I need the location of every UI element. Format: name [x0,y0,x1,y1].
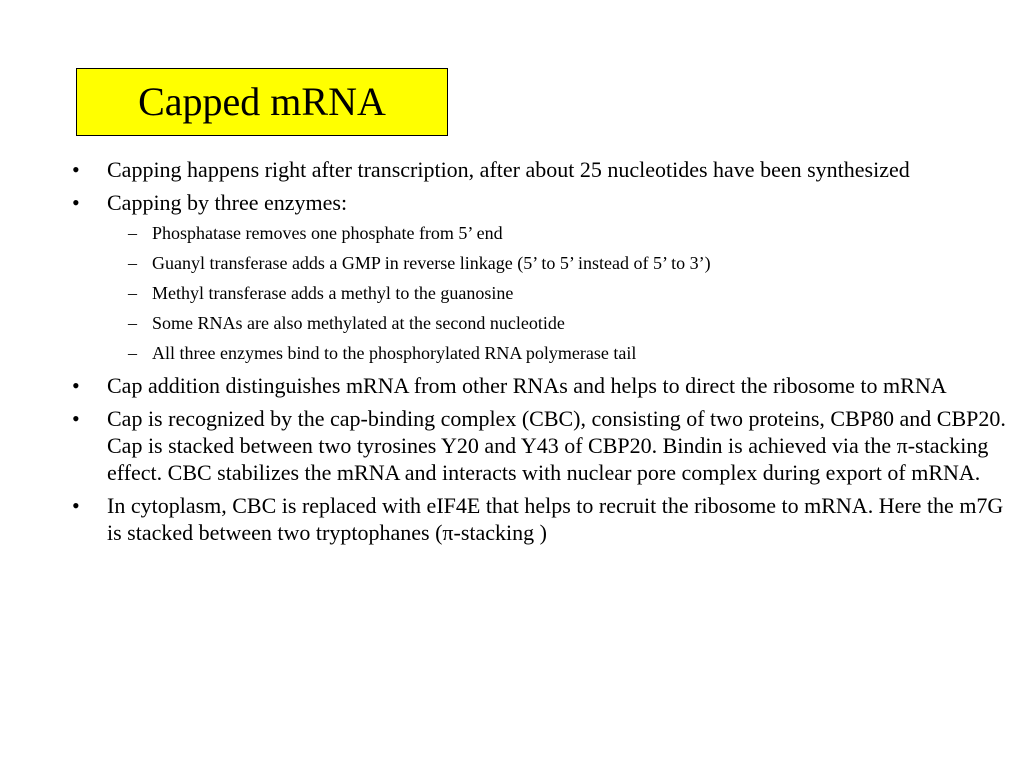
sub-item [0,312,1024,334]
sub-item [0,282,1024,304]
slide-content [0,156,1024,552]
bullet-item [0,405,1024,486]
bullet-text: Capping by three enzymes: [107,190,348,215]
sub-marker: – [128,343,137,363]
sub-marker: – [128,283,137,303]
sub-item [0,342,1024,364]
bullet-text: Cap is recognized by the cap-binding complex (CBC), consisting of two proteins, CBP80 and CBP20. Cap is stacked between two tyrosines Y20 and Y43 of CBP20. Bindin is achieved via the π-stacking effect. CBC stabilizes the mRNA and interacts with nuclear pore complex during export of mRNA. [107,406,1006,485]
sub-text: Some RNAs are also methylated at the second nucleotide [152,313,565,333]
sub-text: Phosphatase removes one phosphate from 5’ end [152,223,503,243]
sub-item [0,222,1024,244]
sub-text: Methyl transferase adds a methyl to the guanosine [152,283,514,303]
bullet-marker: • [72,406,80,431]
bullet-marker: • [72,373,80,398]
bullet-text: In cytoplasm, CBC is replaced with eIF4E that helps to recruit the ribosome to mRNA. Here the m7G is stacked between two tryptophanes (π-stacking ) [107,493,1004,545]
bullet-marker: • [72,190,80,215]
bullet-marker: • [72,157,80,182]
bullet-marker: • [72,493,80,518]
sub-marker: – [128,313,137,333]
bullet-item [0,492,1024,546]
sub-item [0,252,1024,274]
slide-title: Capped mRNA [138,79,386,124]
sub-text: All three enzymes bind to the phosphorylated RNA polymerase tail [152,343,637,363]
sub-marker: – [128,223,137,243]
sub-marker: – [128,253,137,273]
bullet-text: Capping happens right after transcription, after about 25 nucleotides have been synthesized [107,157,910,182]
bullet-item [0,189,1024,216]
slide-title-box [76,68,448,136]
bullet-text: Cap addition distinguishes mRNA from other RNAs and helps to direct the ribosome to mRNA [107,373,947,398]
sub-list [0,222,1024,364]
bullet-item [0,372,1024,399]
sub-text: Guanyl transferase adds a GMP in reverse linkage (5’ to 5’ instead of 5’ to 3’) [152,253,711,273]
bullet-item [0,156,1024,183]
